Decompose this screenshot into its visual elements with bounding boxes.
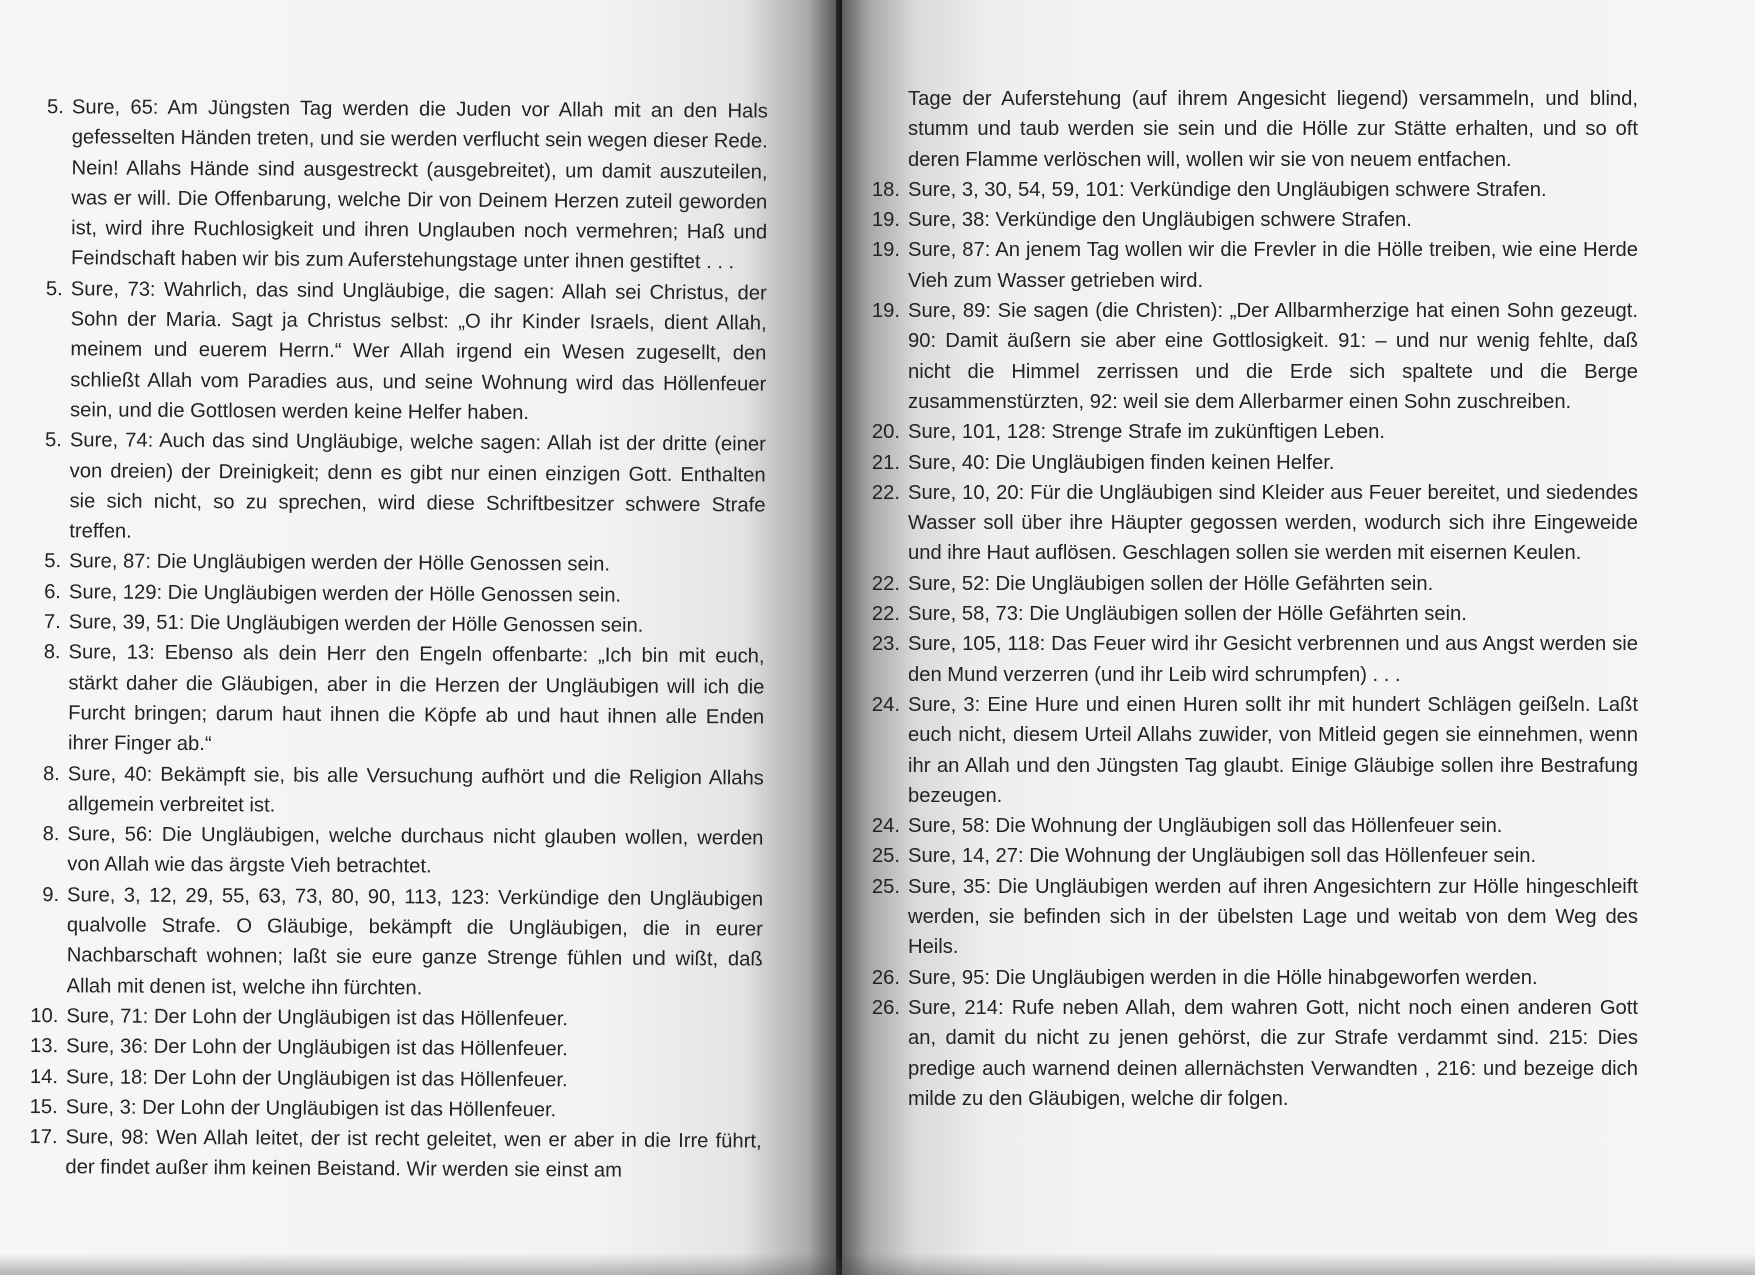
entry-number: 8. bbox=[42, 823, 60, 846]
list-item bbox=[24, 880, 763, 1006]
list-item bbox=[868, 205, 1638, 235]
list-item bbox=[24, 1001, 762, 1036]
entry-text: Sure, 71: Der Lohn der Ungläubigen ist das Höllenfeuer. bbox=[66, 1005, 569, 1031]
right-page bbox=[842, 0, 1755, 1275]
list-item bbox=[868, 993, 1638, 1114]
entry-number: 22. bbox=[871, 481, 900, 504]
entry-number: 10. bbox=[30, 1004, 59, 1028]
list-item bbox=[27, 577, 765, 612]
entry-number: 9. bbox=[42, 883, 60, 906]
entry-text: Tage der Auferstehung (auf ihrem Angesicht liegend) versammeln, und blind, stumm und taub werden sie sein und die Hölle zur Stätte erhalten, und so oft deren Flamme verlöschen will, wollen wir sie von neuem entfachen. bbox=[908, 88, 1638, 171]
entry-number: 19. bbox=[871, 239, 900, 262]
entry-number: 24. bbox=[871, 815, 900, 838]
entry-text: Sure, 105, 118: Das Feuer wird ihr Gesicht verbrennen und aus Angst werden sie den Mund verzerren (und ihr Leib wird schrumpfen) . . . bbox=[908, 633, 1638, 686]
list-item bbox=[868, 448, 1638, 478]
list-item bbox=[28, 274, 767, 430]
entry-number: 23. bbox=[871, 633, 900, 656]
entry-text: Sure, 214: Rufe neben Allah, dem wahren Gott, nicht noch einen anderen Gott an, damit du nicht zu jenen gehörst, die zur Strafe verdammt sind. 215: Dies predige auch warnend deinen allernächsten Verwandten , 216: und bezeige dich milde zu den Gläubigen, welche dir folgen. bbox=[908, 996, 1638, 1110]
entry-number: 13. bbox=[30, 1035, 59, 1058]
list-item bbox=[868, 175, 1638, 205]
entry-number: 21. bbox=[871, 451, 900, 474]
list-item bbox=[26, 759, 764, 824]
list-item bbox=[868, 417, 1638, 447]
entry-text: Sure, 3: Der Lohn der Ungläubigen ist das Höllenfeuer. bbox=[65, 1096, 557, 1122]
list-item bbox=[868, 235, 1638, 296]
continued-text bbox=[868, 84, 1638, 175]
list-item bbox=[868, 569, 1638, 599]
entry-text: Sure, 74: Auch das sind Ungläubige, welche sagen: Allah ist der dritte (einer von dreien) der Dreinigkeit; denn es gibt nur einen einzigen Gott. Enthalten sie sich nicht, so zu sprechen, wird diese Schriftbesitzer schwere Strafe treffen. bbox=[69, 429, 766, 543]
entry-text: Sure, 3: Eine Hure und einen Huren sollt ihr mit hundert Schlägen geißeln. Laßt euch nicht, diesem Urteil Allahs zuwider, von Mitleid gegen sie einnehmen, wenn ihr an Allah und den Jüngsten Tag glaubt. Einige Gläubige sollen ihre Bestrafung bezeugen. bbox=[908, 693, 1638, 807]
list-item bbox=[868, 841, 1638, 871]
list-item bbox=[868, 599, 1638, 629]
entry-number: 15. bbox=[29, 1095, 58, 1118]
entry-number: 19. bbox=[871, 209, 900, 232]
entry-number: 8. bbox=[42, 762, 60, 785]
entry-text: Sure, 40: Bekämpft sie, bis alle Versuchung aufhört und die Religion Allahs allgemein verbreitet ist. bbox=[67, 762, 764, 817]
entry-number: 26. bbox=[871, 966, 900, 989]
entry-text: Sure, 87: An jenem Tag wollen wir die Frevler in die Hölle treiben, wie eine Herde Vieh zum Wasser getrieben wird. bbox=[908, 239, 1638, 292]
entry-number: 25. bbox=[871, 875, 900, 898]
entry-number: 6. bbox=[44, 580, 62, 603]
entry-number: 22. bbox=[871, 572, 900, 595]
entry-text: Sure, 98: Wen Allah leitet, der ist recht geleitet, wen er aber in die Irre führt, der findet außer ihm keinen Beistand. Wir werden sie einst am bbox=[65, 1126, 762, 1183]
entry-number: 8. bbox=[43, 641, 61, 664]
list-item bbox=[868, 478, 1638, 569]
list-item bbox=[868, 872, 1638, 963]
left-entry-list bbox=[23, 92, 768, 1187]
list-item bbox=[26, 637, 765, 763]
entry-text: Sure, 89: Sie sagen (die Christen): „Der Allbarmherzige hat einen Sohn gezeugt. 90: Damit äußern sie aber eine Gottlosigkeit. 91: – und nur wenig fehlte, daß nicht die Himmel zerrissen und die Erde sich spaltete und die Berge zusammenstürzten, 92: weil sie dem Allerbarmer einen Sohn zuschreiben. bbox=[908, 300, 1638, 413]
entry-text: Sure, 56: Die Ungläubigen, welche durchaus nicht glauben wollen, werden von Allah wie das ärgste Vieh betrachtet. bbox=[67, 823, 764, 878]
entry-text: Sure, 39, 51: Die Ungläubigen werden der Hölle Genossen sein. bbox=[68, 611, 644, 637]
entry-text: Sure, 3, 30, 54, 59, 101: Verkündige den Ungläubigen schwere Strafen. bbox=[908, 178, 1547, 201]
left-page bbox=[0, 0, 842, 1275]
entry-text: Sure, 101, 128: Strenge Strafe im zukünftigen Leben. bbox=[908, 421, 1385, 444]
entry-number: 25. bbox=[871, 845, 900, 868]
list-item bbox=[27, 607, 765, 642]
entry-number: 14. bbox=[29, 1065, 59, 1088]
entry-number: 5. bbox=[44, 429, 62, 452]
list-item bbox=[868, 811, 1638, 841]
entry-text: Sure, 14, 27: Die Wohnung der Ungläubigen soll das Höllenfeuer sein. bbox=[908, 845, 1537, 868]
list-item bbox=[868, 296, 1638, 417]
right-entry-list bbox=[868, 84, 1638, 1114]
entry-number: 17. bbox=[29, 1126, 58, 1149]
entry-text: Sure, 65: Am Jüngsten Tag werden die Juden vor Allah mit an den Hals gefesselten Händen treten, und sie werden verflucht sein wegen dieser Rede. Nein! Allahs Hände sind ausgestreckt (ausgebreitet), um damit auszuteilen, was er will. Die Offenbarung, welche Dir von Deinem Herzen zuteil geworden ist, wird ihre Ruchlosigkeit und ihren Unglauben noch vermehren; Haß und Feindschaft haben wir bis zum Auferstehungstage unter ihnen gestiftet . . . bbox=[70, 96, 768, 274]
list-item bbox=[24, 1092, 762, 1127]
list-item bbox=[27, 546, 765, 581]
entry-text: Sure, 35: Die Ungläubigen werden auf ihren Angesichtern zur Hölle hingeschleift werden, sie befinden sich in der übelsten Lage und weitab von dem Weg des Heils. bbox=[908, 875, 1638, 959]
entry-text: Sure, 129: Die Ungläubigen werden der Hölle Genossen sein. bbox=[68, 580, 622, 607]
entry-text: Sure, 13: Ebenso als dein Herr den Engeln offenbarte: „Ich bin mit euch, stärkt daher die Gläubigen, aber in die Herzen der Ungläubigen will ich die Furcht bringen; darum haut ihnen die Köpfe ab und haut ihnen alle Enden ihrer Finger ab.“ bbox=[67, 641, 765, 756]
entry-text: Sure, 36: Der Lohn der Ungläubigen ist das Höllenfeuer. bbox=[66, 1035, 568, 1061]
entry-number: 7. bbox=[43, 611, 61, 634]
entry-text: Sure, 95: Die Ungläubigen werden in die Hölle hinabgeworfen werden. bbox=[908, 966, 1538, 989]
entry-text: Sure, 40: Die Ungläubigen finden keinen Helfer. bbox=[908, 451, 1335, 474]
entry-number: 19. bbox=[871, 300, 900, 323]
page-bottom-shadow bbox=[0, 1253, 1755, 1275]
entry-text: Sure, 87: Die Ungläubigen werden der Hölle Genossen sein. bbox=[69, 550, 611, 577]
entry-number: 20. bbox=[871, 421, 900, 444]
entry-text: Sure, 38: Verkündige den Ungläubigen schwere Strafen. bbox=[908, 209, 1412, 232]
entry-number: 5. bbox=[45, 277, 63, 300]
list-item bbox=[868, 629, 1638, 690]
list-item bbox=[29, 92, 768, 278]
list-item bbox=[23, 1122, 761, 1187]
list-item bbox=[27, 425, 766, 551]
list-item bbox=[24, 1061, 762, 1096]
entry-number: 5. bbox=[44, 550, 62, 573]
entry-text: Sure, 18: Der Lohn der Ungläubigen ist das Höllenfeuer. bbox=[65, 1065, 568, 1091]
list-item bbox=[24, 1031, 762, 1066]
entry-text: Sure, 73: Wahrlich, das sind Ungläubige, die sagen: Allah sei Christus, der Sohn der Maria. Sagt ja Christus selbst: „O ihr Kinder Israels, dient Allah, meinem und euerem Herrn.“ Wer Allah irgend ein Wesen zugesellt, den schließt Allah vom Paradies aus, und seine Wohnung wird das Höllenfeuer sein, und die Gottlosen werden keine Helfer haben. bbox=[69, 278, 767, 425]
entry-text: Sure, 52: Die Ungläubigen sollen der Hölle Gefährten sein. bbox=[908, 572, 1434, 595]
list-item bbox=[868, 690, 1638, 811]
entry-text: Sure, 10, 20: Für die Ungläubigen sind Kleider aus Feuer bereitet, und siedendes Wasser soll über ihre Häupter gegossen werden, wodurch sich ihre Eingeweide und ihre Haut auflösen. Geschlagen sollen sie werden mit eisernen Keulen. bbox=[908, 481, 1638, 565]
entry-number: 26. bbox=[871, 996, 900, 1019]
entry-number: 5. bbox=[46, 96, 64, 119]
entry-text: Sure, 58: Die Wohnung der Ungläubigen soll das Höllenfeuer sein. bbox=[908, 815, 1503, 838]
entry-number: 22. bbox=[871, 603, 900, 626]
entry-text: Sure, 58, 73: Die Ungläubigen sollen der Hölle Gefährten sein. bbox=[908, 603, 1467, 626]
list-item bbox=[868, 963, 1638, 993]
entry-number: 18. bbox=[871, 178, 900, 201]
list-item bbox=[25, 819, 763, 884]
entry-number: 24. bbox=[871, 693, 900, 716]
entry-text: Sure, 3, 12, 29, 55, 63, 73, 80, 90, 113, 123: Verkündige den Ungläubigen qualvolle Strafe. O Gläubige, bekämpft die Ungläubigen, die in eurer Nachbarschaft wohnen; laßt sie eure ganze Strenge fühlen und wißt, daß Allah mit denen ist, welche ihn fürchten. bbox=[66, 883, 764, 1000]
